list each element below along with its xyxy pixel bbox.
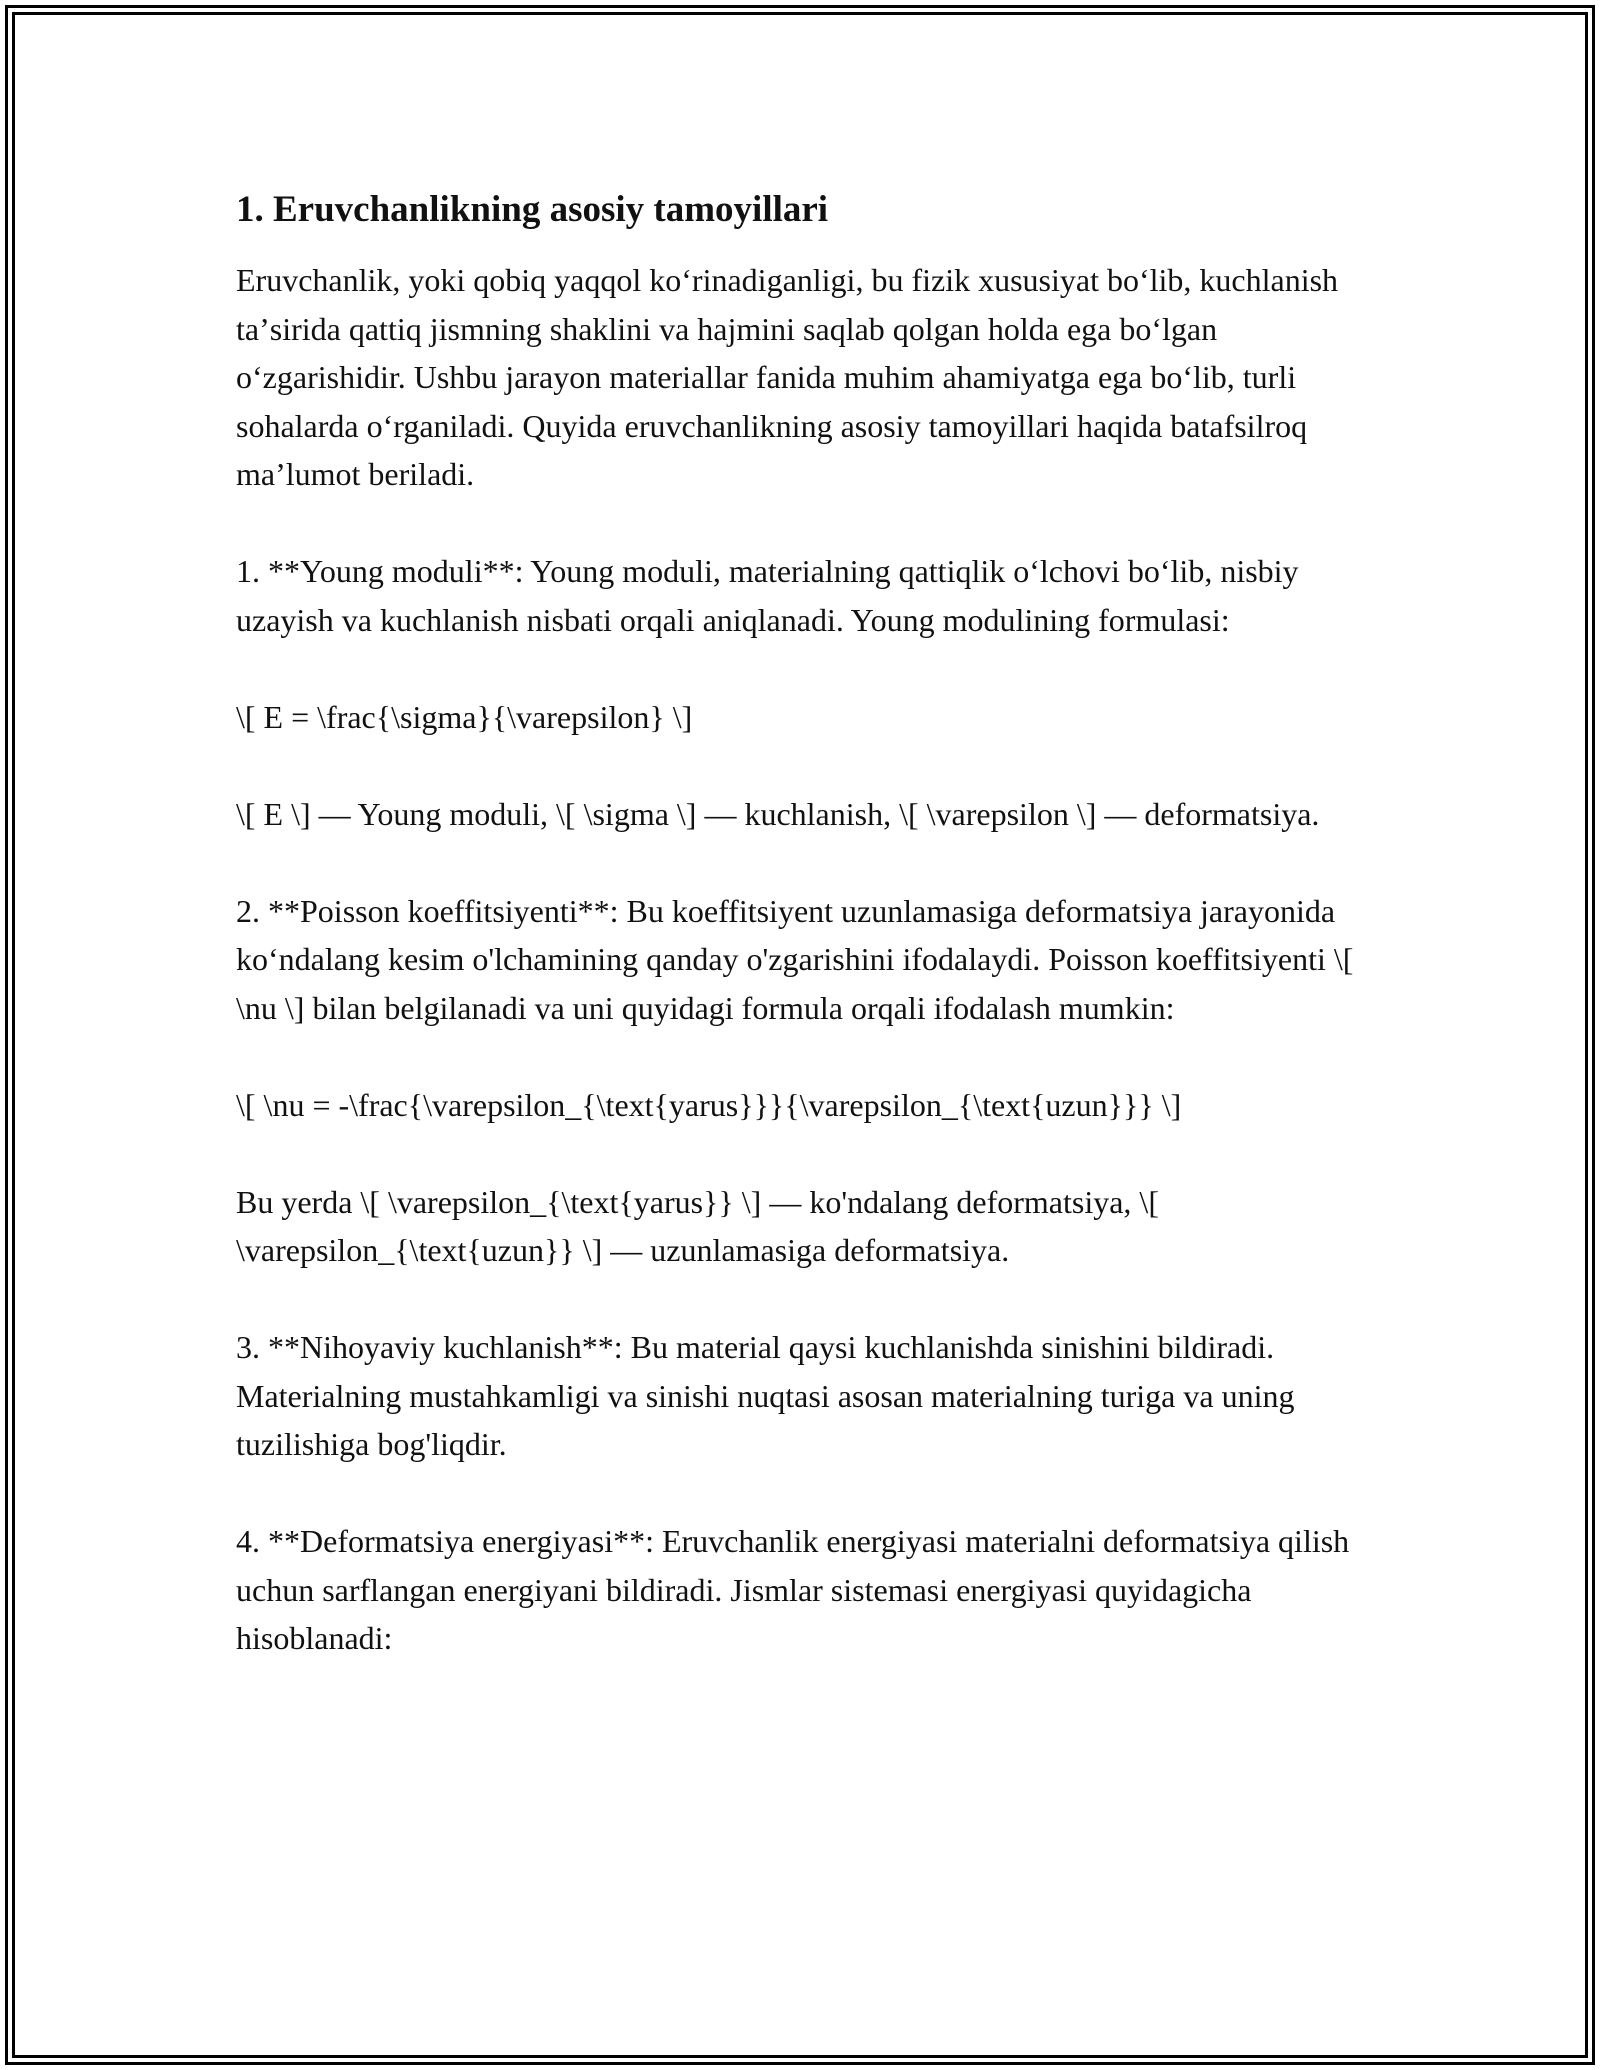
section-heading: 1. Eruvchanlikning asosiy tamoyillari <box>236 189 829 230</box>
poisson-formula: \[ \nu = -\frac{\varepsilon_{\text{yarus}}}{\varepsilon_{\text{uzun}}} \] <box>236 1086 1182 1123</box>
ultimate-stress-paragraph: 3. **Nihoyaviy kuchlanish**: Bu material qaysi kuchlanishda sinishini bildiradi. Materialning mustahkamligi va sinishi nuqtasi asosan materialning turiga va uning tuzilishiga bog'liqdir. <box>236 1329 1295 1462</box>
young-modulus-formula: \[ E = \frac{\sigma}{\varepsilon} \] <box>236 698 693 735</box>
deformation-energy-paragraph: 4. **Deformatsiya energiyasi**: Eruvchanlik energiyasi materialni deformatsiya qilish uchun sarflangan energiyani bildiradi. Jismlar sistemasi energiyasi quyidagicha hisoblanadi: <box>236 1523 1350 1656</box>
young-modulus-paragraph: 1. **Young moduli**: Young moduli, materialning qattiqlik oʻlchovi boʻlib, nisbiy uzayish va kuchlanish nisbati orqali aniqlanadi. Young modulining formulasi: <box>236 553 1299 638</box>
intro-paragraph: Eruvchanlik, yoki qobiq yaqqol koʻrinadiganligi, bu fizik xususiyat boʻlib, kuchlanish taʼsirida qattiq jismning shaklini va hajmini saqlab qolgan holda ega boʻlgan oʻzgarishidir. Ushbu jarayon materiallar fanida muhim ahamiyatga ega boʻlib, turli sohalarda oʻrganiladi. Quyida eruvchanlikning asosiy tamoyillari haqida batafsilroq maʼlumot beriladi. <box>236 262 1339 492</box>
young-modulus-legend: \[ E \] — Young moduli, \[ \sigma \] — kuchlanish, \[ \varepsilon \] — deformatsiya. <box>236 795 1320 832</box>
document-body <box>236 186 1376 1711</box>
poisson-legend: Bu yerda \[ \varepsilon_{\text{yarus}} \] — ko'ndalang deformatsiya, \[ \varepsilon_{\text{uzun}} \] — uzunlamasiga deformatsiya. <box>236 1183 1159 1268</box>
poisson-paragraph: 2. **Poisson koeffitsiyenti**: Bu koeffitsiyent uzunlamasiga deformatsiya jarayonida koʻndalang kesim o'lchamining qanday o'zgarishini ifodalaydi. Poisson koeffitsiyenti \[ \nu \] bilan belgilanadi va uni quyidagi formula orqali ifodalash mumkin: <box>236 892 1354 1026</box>
